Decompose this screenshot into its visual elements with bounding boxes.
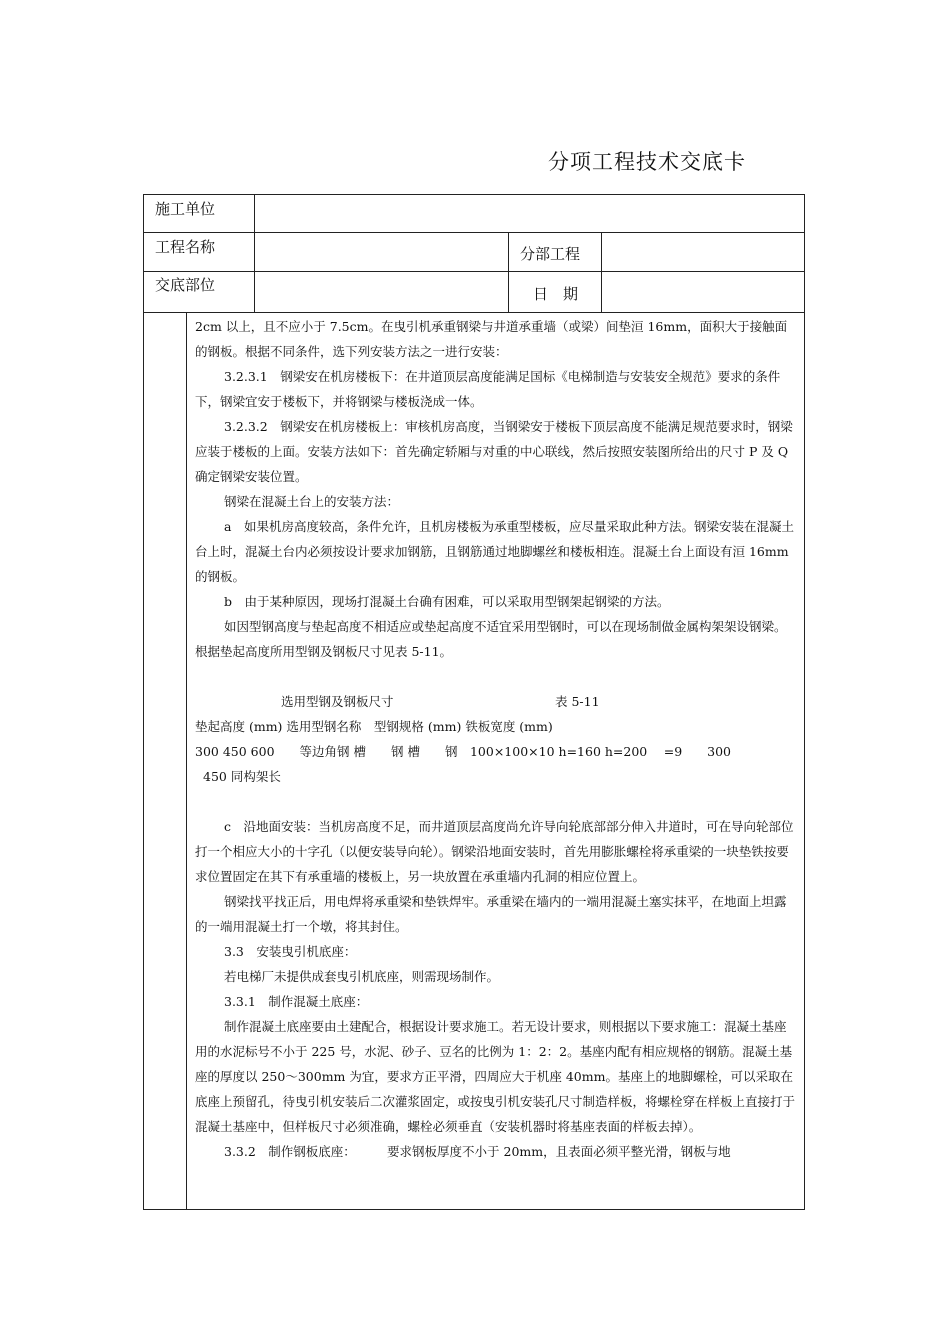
column-divider — [508, 232, 509, 312]
paragraph: 制作混凝土底座要由土建配合，根据设计要求施工。若无设计要求，则根据以下要求施工：混凝土基座用的水泥标号不小于 225 号，水泥、砂子、豆名的比例为 1：2：2。基座内配有相应规格的钢筋。混凝土基座的厚度以 250～300mm 为宜，要求方正平滑，四周应大于机座 40mm。基座上的地脚螺栓，可以采取在底座上预留孔，待曳引机安装后二次灌浆固定，或按曳引机安装孔尺寸制造样板，将螺栓穿在样板上直接打于混凝土基座中，但样板尺寸必须准确，螺栓必须垂直（安装机器时将基座表面的样板去掉）。 — [195, 1019, 796, 1134]
table-header-row: 垫起高度 (mm) 选用型钢名称 型钢规格 (mm) 铁板宽度 (mm) — [195, 719, 553, 734]
table-row: 300 450 600 等边角钢 槽 钢 槽 钢 100×100×10 h=160 h=200 =9 300 — [195, 744, 732, 759]
column-divider — [601, 232, 602, 312]
project-name-label: 工程名称 — [155, 238, 216, 256]
paragraph: 3.3 安装曳引机底座： — [224, 944, 357, 959]
disclosure-content — [195, 314, 797, 1164]
row-divider — [143, 232, 805, 233]
row-divider — [143, 271, 805, 272]
paragraph: 如因型钢高度与垫起高度不相适应或垫起高度不适宜采用型钢时，可以在现场制做金属构架架设钢梁。根据垫起高度所用型钢及钢板尺寸见表 5-11。 — [195, 619, 787, 659]
table-row: 450 同构架长 — [203, 769, 281, 784]
table-title: 选用型钢及钢板尺寸 — [281, 694, 394, 709]
content-left-margin-line — [186, 312, 187, 1210]
paragraph: 若电梯厂未提供成套曳引机底座，则需现场制作。 — [224, 969, 500, 984]
table-number: 表 5-11 — [555, 694, 600, 709]
paragraph: 3.2.3.1 钢梁安在机房楼板下：在井道顶层高度能满足国标《电梯制造与安装安全规范》要求的条件下，钢梁宜安于楼板下，并将钢梁与楼板浇成一体。 — [195, 369, 781, 409]
paragraph: 钢梁在混凝土台上的安装方法： — [224, 494, 400, 509]
date-label: 日 期 — [533, 285, 579, 303]
disclosure-part-label: 交底部位 — [155, 276, 216, 294]
construction-unit-label: 施工单位 — [155, 200, 216, 218]
paragraph: 3.3.1 制作混凝土底座： — [224, 994, 369, 1009]
paragraph: a 如果机房高度较高，条件允许，且机房楼板为承重型楼板，应尽量采取此种方法。钢梁安装在混凝土台上时，混凝土台内必须按设计要求加钢筋，且钢筋通过地脚螺丝和楼板相连。混凝土台上面设有洹 16mm 的钢板。 — [195, 519, 794, 584]
sub-project-label: 分部工程 — [520, 245, 581, 263]
page-title: 分项工程技术交底卡 — [548, 150, 746, 174]
paragraph: 3.3.2 制作钢板底座： 要求钢板厚度不小于 20mm，且表面必须平整光滑，钢板与地 — [224, 1144, 731, 1159]
paragraph: 3.2.3.2 钢梁安在机房楼板上：审核机房高度，当钢梁安于楼板下顶层高度不能满足规范要求时，钢梁应装于楼板的上面。安装方法如下：首先确定轿厢与对重的中心联线，然后按照安装图所给出的尺寸 P 及 Q 确定钢梁安装位置。 — [195, 419, 793, 484]
column-divider — [254, 194, 255, 312]
row-divider — [143, 312, 805, 313]
paragraph: 2cm 以上，且不应小于 7.5cm。在曳引机承重钢梁与井道承重墙（或梁）间垫洹 16mm，面积大于接触面的钢板。根据不同条件，选下列安装方法之一进行安装： — [195, 319, 788, 359]
paragraph: c 沿地面安装：当机房高度不足，而井道顶层高度尚允许导向轮底部部分伸入井道时，可在导向轮部位打一个相应大小的十字孔（以便安装导向轮）。钢梁沿地面安装时，首先用膨胀螺栓将承重梁的一块垫铁按要求位置固定在其下有承重墙的楼板上，另一块放置在承重墙内孔洞的相应位置上。 — [195, 819, 794, 884]
paragraph: 钢梁找平找正后，用电焊将承重梁和垫铁焊牢。承重梁在墙内的一端用混凝土塞实抹平，在地面上坦露的一端用混凝土打一个墩，将其封住。 — [195, 894, 787, 934]
paragraph: b 由于某种原因，现场打混凝土台确有困难，可以采取用型钢架起钢梁的方法。 — [224, 594, 670, 609]
table-caption — [195, 689, 797, 714]
